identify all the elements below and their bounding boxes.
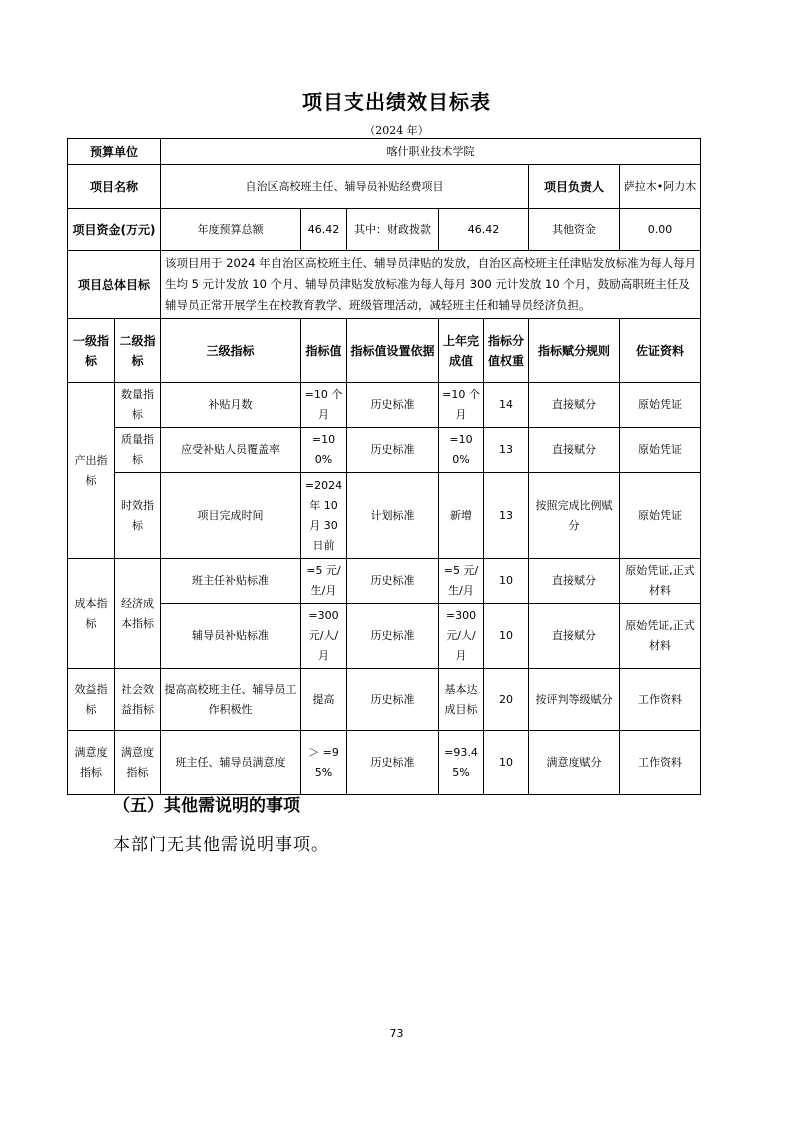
- budget-unit-value: 喀什职业技术学院: [161, 139, 701, 165]
- page-title: 项目支出绩效目标表: [302, 90, 491, 114]
- group-benefit: 效益指标: [68, 669, 115, 731]
- fiscal-label: 其中：财政拨款: [347, 209, 439, 251]
- level3-cell: 班主任补贴标准: [161, 559, 301, 604]
- basis-cell: 计划标准: [347, 473, 439, 559]
- col-header-evidence: 佐证资料: [620, 319, 701, 383]
- evidence-cell: 原始凭证: [620, 428, 701, 473]
- page-subtitle: （2024 年）: [364, 124, 429, 137]
- level3-cell: 应受补贴人员覆盖率: [161, 428, 301, 473]
- rule-cell: 按评判等级赋分: [529, 669, 620, 731]
- basis-cell: 历史标准: [347, 604, 439, 669]
- level3-cell: 辅导员补贴标准: [161, 604, 301, 669]
- evidence-cell: 原始凭证: [620, 383, 701, 428]
- project-lead-value: 萨拉木•阿力木: [620, 165, 701, 209]
- level3-cell: 补贴月数: [161, 383, 301, 428]
- fiscal-value: 46.42: [439, 209, 529, 251]
- col-header-basis: 指标值设置依据: [347, 319, 439, 383]
- other-funds-value: 0.00: [620, 209, 701, 251]
- col-header-level1: 一级指标: [68, 319, 115, 383]
- level2-cell: 满意度指标: [115, 731, 161, 795]
- weight-cell: 20: [484, 669, 529, 731]
- value-cell: =5 元/生/月: [301, 559, 347, 604]
- project-name-label: 项目名称: [68, 165, 161, 209]
- group-output: 产出指标: [68, 383, 115, 559]
- level2-cell: 质量指标: [115, 428, 161, 473]
- table-row: [68, 473, 701, 559]
- rule-cell: 按照完成比例赋分: [529, 473, 620, 559]
- rule-cell: 直接赋分: [529, 604, 620, 669]
- level2-cell: 社会效益指标: [115, 669, 161, 731]
- col-header-level2: 二级指标: [115, 319, 161, 383]
- table-row: [68, 383, 701, 428]
- level3-cell: 项目完成时间: [161, 473, 301, 559]
- evidence-cell: 工作资料: [620, 731, 701, 795]
- table-row: [68, 731, 701, 795]
- page-number: 73: [389, 1027, 404, 1040]
- value-cell: =10 个月: [301, 383, 347, 428]
- value-cell: =100%: [301, 428, 347, 473]
- last-year-cell: =93.45%: [439, 731, 484, 795]
- evidence-cell: 工作资料: [620, 669, 701, 731]
- level2-cell: 经济成本指标: [115, 559, 161, 669]
- weight-cell: 10: [484, 604, 529, 669]
- last-year-cell: 基本达成目标: [439, 669, 484, 731]
- section-text: 本部门无其他需说明事项。: [113, 835, 329, 855]
- rule-cell: 直接赋分: [529, 559, 620, 604]
- level3-cell: 班主任、辅导员满意度: [161, 731, 301, 795]
- level3-cell: 提高高校班主任、辅导员工作积极性: [161, 669, 301, 731]
- funds-label: 项目资金(万元): [68, 209, 161, 251]
- last-year-cell: 新增: [439, 473, 484, 559]
- weight-cell: 13: [484, 428, 529, 473]
- section-heading: （五）其他需说明的事项: [113, 796, 300, 816]
- basis-cell: 历史标准: [347, 731, 439, 795]
- weight-cell: 13: [484, 473, 529, 559]
- evidence-cell: 原始凭证: [620, 473, 701, 559]
- table-row: [68, 604, 701, 669]
- evidence-cell: 原始凭证,正式材料: [620, 559, 701, 604]
- rule-cell: 直接赋分: [529, 428, 620, 473]
- overall-goal-label: 项目总体目标: [68, 251, 161, 319]
- other-funds-label: 其他资金: [529, 209, 620, 251]
- col-header-rule: 指标赋分规则: [529, 319, 620, 383]
- table-row: [68, 559, 701, 604]
- last-year-cell: =5 元/生/月: [439, 559, 484, 604]
- value-cell: =300 元/人/月: [301, 604, 347, 669]
- level2-cell: 数量指标: [115, 383, 161, 428]
- performance-table: [67, 138, 701, 795]
- rule-cell: 满意度赋分: [529, 731, 620, 795]
- last-year-cell: =10 个月: [439, 383, 484, 428]
- group-cost: 成本指标: [68, 559, 115, 669]
- col-header-last-year: 上年完成值: [439, 319, 484, 383]
- evidence-cell: 原始凭证,正式材料: [620, 604, 701, 669]
- rule-cell: 直接赋分: [529, 383, 620, 428]
- last-year-cell: =100%: [439, 428, 484, 473]
- col-header-level3: 三级指标: [161, 319, 301, 383]
- project-name-value: 自治区高校班主任、辅导员补贴经费项目: [161, 165, 529, 209]
- col-header-value: 指标值: [301, 319, 347, 383]
- last-year-cell: =300 元/人/月: [439, 604, 484, 669]
- basis-cell: 历史标准: [347, 428, 439, 473]
- value-cell: ＞ =95%: [301, 731, 347, 795]
- annual-budget-label: 年度预算总额: [161, 209, 301, 251]
- table-row: [68, 428, 701, 473]
- value-cell: =2024 年 10 月 30 日前: [301, 473, 347, 559]
- annual-budget-value: 46.42: [301, 209, 347, 251]
- group-satisfaction: 满意度指标: [68, 731, 115, 795]
- basis-cell: 历史标准: [347, 383, 439, 428]
- weight-cell: 14: [484, 383, 529, 428]
- basis-cell: 历史标准: [347, 559, 439, 604]
- overall-goal-text: 该项目用于 2024 年自治区高校班主任、辅导员津贴的发放，自治区高校班主任津贴发放标准为每人每月生均 5 元计发放 10 个月、辅导员津贴发放标准为每人每月 300 元计发放 10 个月，鼓励高职班主任及辅导员正常开展学生在校教育教学、班级管理活动，减轻班主任和辅导员经济负担。: [161, 251, 701, 319]
- weight-cell: 10: [484, 559, 529, 604]
- project-lead-label: 项目负责人: [529, 165, 620, 209]
- level2-cell: 时效指标: [115, 473, 161, 559]
- weight-cell: 10: [484, 731, 529, 795]
- basis-cell: 历史标准: [347, 669, 439, 731]
- value-cell: 提高: [301, 669, 347, 731]
- col-header-weight: 指标分值权重: [484, 319, 529, 383]
- budget-unit-label: 预算单位: [68, 139, 161, 165]
- table-row: [68, 669, 701, 731]
